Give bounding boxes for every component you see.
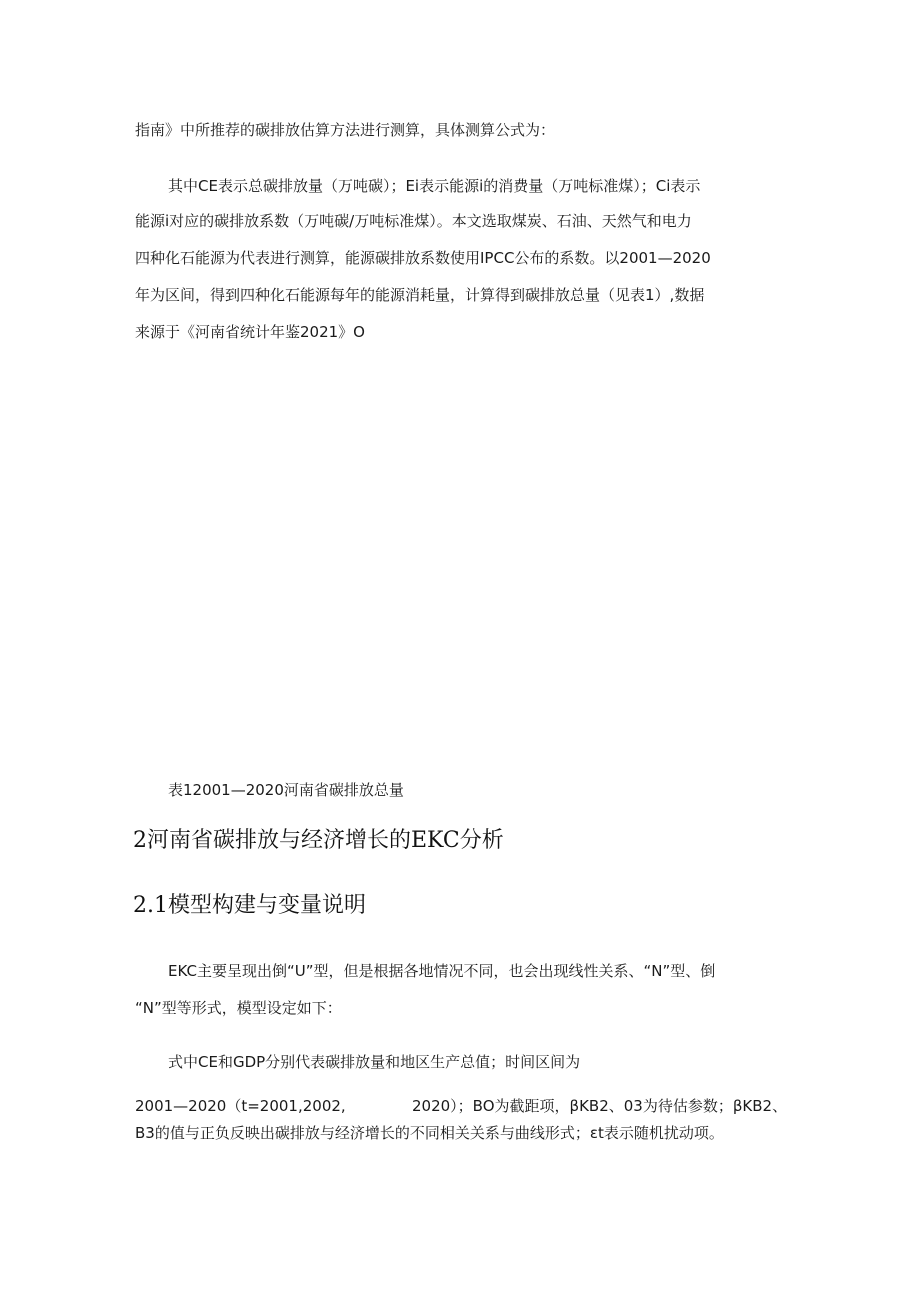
definitions-line-5: 来源于《河南省统计年鉴2021》O [135,323,365,341]
definitions-line-3: 四种化石能源为代表进行测算，能源碳排放系数使用IPCC公布的系数。以2001—2020 [135,249,711,267]
variables-line-3: B3的值与正负反映出碳排放与经济增长的不同相关关系与曲线形式；εt表示随机扰动项。 [135,1124,724,1142]
subsection-heading: 2.1模型构建与变量说明 [133,893,366,918]
table-caption: 表12001—2020河南省碳排放总量 [168,781,404,799]
variables-line-2a: 2001—2020（t=2001,2002, [135,1097,346,1115]
variables-line-2b: 2020）；BO为截距项，βKB2、03为待估参数；βKB2、 [412,1097,788,1115]
intro-line-1: 指南》中所推荐的碳排放估算方法进行测算，具体测算公式为： [135,121,556,139]
ekc-line-1: EKC主要呈现出倒“U”型，但是根据各地情况不同，也会出现线性关系、“N”型、倒 [168,962,716,980]
ekc-line-2: “N”型等形式，模型设定如下： [135,999,342,1017]
variables-line-1: 式中CE和GDP分别代表碳排放量和地区生产总值；时间区间为 [168,1053,581,1071]
definitions-line-1: 其中CE表示总碳排放量（万吨碳）；Ei表示能源i的消费量（万吨标准煤）；Ci表示 [168,177,701,195]
section-heading: 2河南省碳排放与经济增长的EKC分析 [133,828,504,853]
definitions-line-4: 年为区间，得到四种化石能源每年的能源消耗量，计算得到碳排放总量（见表1）,数据 [135,286,705,304]
definitions-line-2: 能源i对应的碳排放系数（万吨碳/万吨标准煤）。本文选取煤炭、石油、天然气和电力 [135,212,692,230]
